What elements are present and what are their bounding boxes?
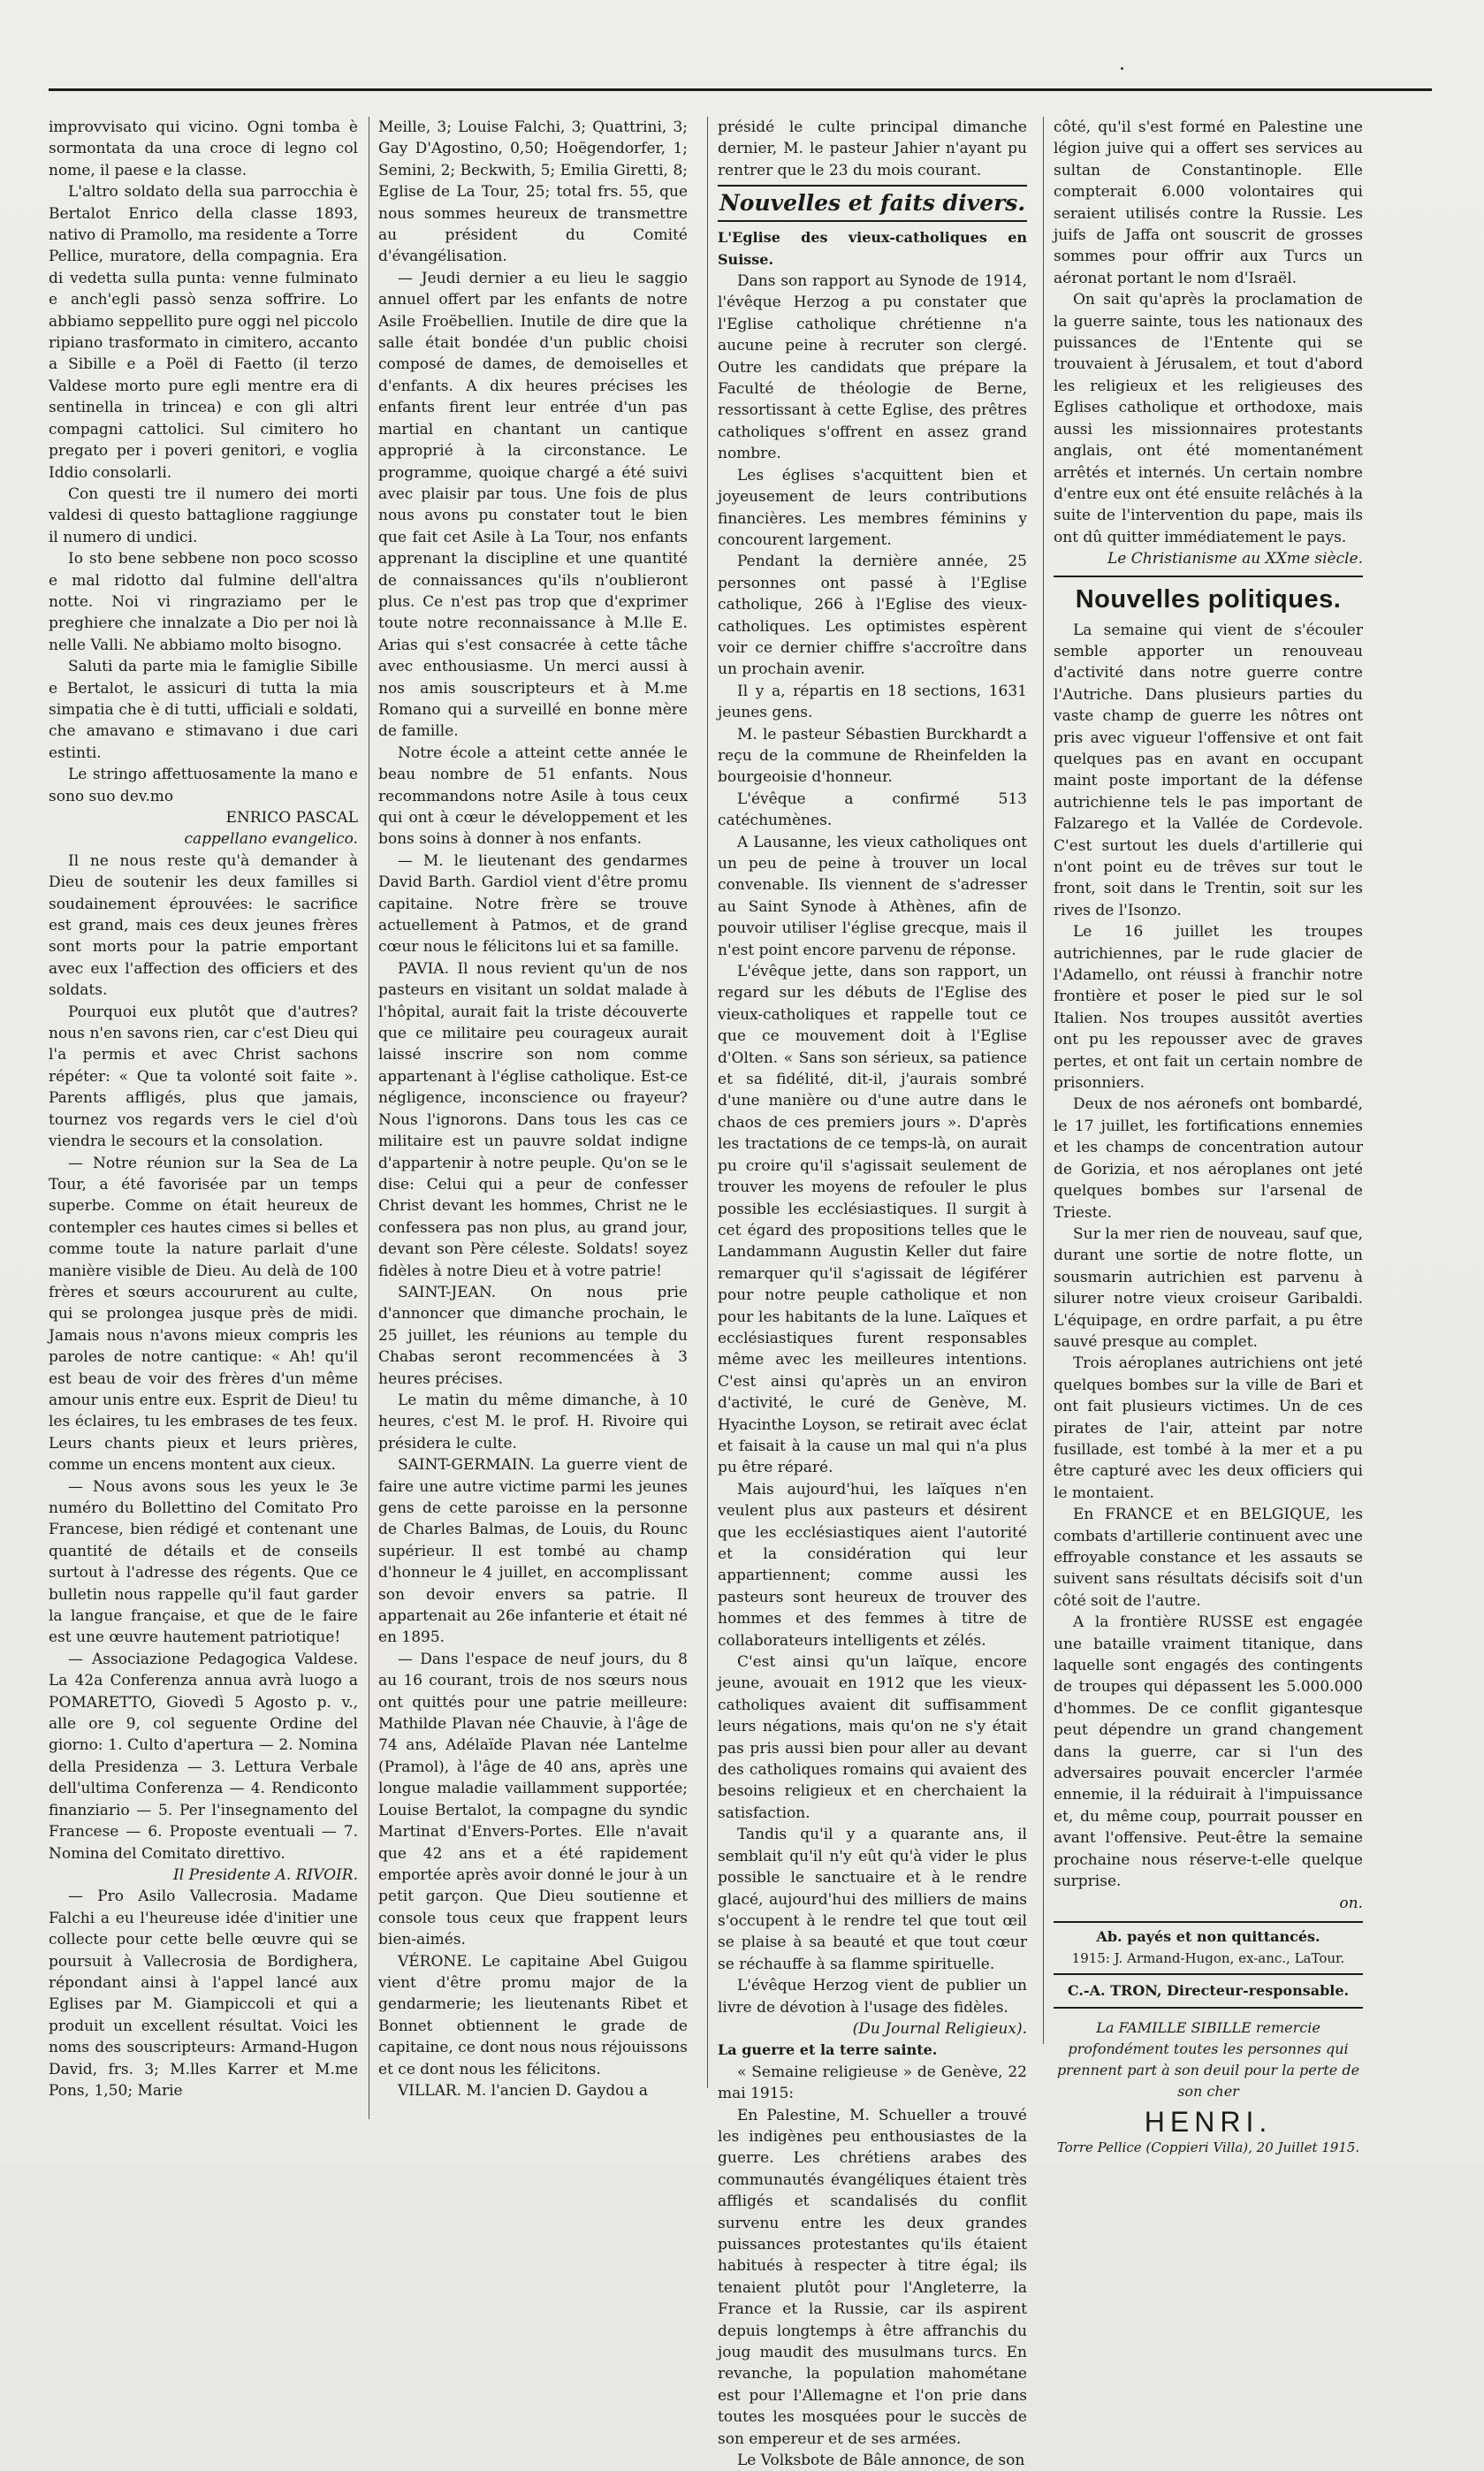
paragraph: Il ne nous reste qu'à demander à Dieu de soutenir les deux familles si soudainement éprouvées: le sacrifice est grand, mais ces deux jeunes frères sont morts pour la patrie emportant avec eux l'affection des officiers et des soldats. <box>49 851 358 1000</box>
section-heading-politiques: Nouvelles politiques. <box>1054 576 1363 616</box>
paragraph: Les églises s'acquittent bien et joyeusement de leurs contributions financières. Les membres féminins y concourent largement. <box>718 466 1027 549</box>
paragraph: SAINT-GERMAIN. La guerre vient de faire une autre victime parmi les jeunes gens de cette paroisse en la personne de Charles Balmas, de Louis, du Rounc supérieur. Il est tombé au champ d'honneur le 4 juillet, en accomplissant son devoir envers sa patrie. Il appartenait au 26e infanterie et était né en 1895. <box>378 1456 688 1647</box>
paragraph: « Semaine religieuse » de Genève, 22 mai 1915: <box>718 2063 1027 2103</box>
paragraph: Pourquoi eux plutôt que d'autres? nous n'en savons rien, car c'est Dieu qui l'a permis et avec Christ sachons répéter: « Que ta volonté soit faite ». Parents affligés, plus que jamais, tournez vos regards vers le ciel d'où viendra le secours et la consolation. <box>49 1003 358 1151</box>
paragraph: PAVIA. Il nous revient qu'un de nos pasteurs en visitant un soldat malade à l'hôpital, aurait fait la triste découverte que ce militaire peu courageux aurait laissé inscrire son nom comme appartenant à l'église catholique. Est-ce négligence, inconscience ou frayeur? Nous l'ignorons. Dans tous les cas ce militaire est un pauvre soldat indigne d'appartenir à notre peuple. Qu'on se le dise: Celui qui a peur de confesser Christ devant les hommes, Christ ne le confessera pas non plus, au grand jour, devant son Père céleste. Soldats! soyez fidèles à notre Dieu et à votre patrie! <box>378 959 688 1280</box>
paragraph: L'évêque a confirmé 513 catéchumènes. <box>718 789 1027 830</box>
paragraph: — Jeudi dernier a eu lieu le saggio annuel offert par les enfants de notre Asile Froëbellien. Inutile de dire que la salle était bondée d'un public choisi composé de dames, de demoiselles et d'enfants. A dix heures précises les enfants firent leur entrée d'un pas martial en chantant un cantique approprié à la circonstance. Le programme, quoique chargé a été suivi avec plaisir par tous. Une fois de plus nous avons pu constater tout le bien que fait cet Asile à La Tour, nos enfants apprenant la discipline et une quantité de connaissances qu'ils n'oublieront plus. Ce n'est pas trop que d'exprimer toute notre reconnaissance à M.lle E. Arias qui s'est consacrée à cette tâche avec enthousiasme. Un merci aussi à nos amis souscripteurs et à M.me Romano qui a surveillé en bonne mère de famille. <box>378 269 688 741</box>
subheading: L'Eglise des vieux-catholiques en Suisse. <box>718 229 1027 268</box>
paragraph: C'est ainsi qu'un laïque, encore jeune, avouait en 1912 que les vieux-catholiques avaient dit suffisamment leurs négations, mais qu'on ne s'y était pas pris aussi bien pour aller au devant des catholiques romains qui avaient des besoins religieux et en cherchaient la satisfaction. <box>718 1653 1027 1822</box>
section-heading-faits: Nouvelles et faits divers. <box>718 185 1027 222</box>
paragraph: VILLAR. M. l'ancien D. Gaydou a <box>398 2081 648 2100</box>
notice-name: HENRI. <box>1144 2106 1273 2139</box>
paragraph: A Lausanne, les vieux catholiques ont un peu de peine à trouver un local convenable. Ils viennent de s'adresser au Saint Synode à Athènes, afin de pouvoir utiliser l'église grecque, mais il n'est point encore parvenu de réponse. <box>718 833 1027 959</box>
paragraph: Le stringo affettuosamente la mano e sono suo dev.mo <box>49 766 358 805</box>
paragraph: Trois aéroplanes autrichiens ont jeté quelques bombes sur la ville de Bari et ont fait plusieurs victimes. Un de ces pirates de l'air, atteint par notre fusillade, est tombé à la mer et a pu être capturé avec les deux officiers qui le montaient. <box>1054 1354 1363 1502</box>
paragraph: Io sto bene sebbene non poco scosso e mal ridotto dal fulmine dell'altra notte. Noi vi ringraziamo per le preghiere che innalzate a Dio per noi là nelle Valli. Ne abbiamo molto bisogno. <box>49 550 358 654</box>
paragraph: Le matin du même dimanche, à 10 heures, c'est M. le prof. H. Rivoire qui présidera le culte. <box>378 1391 688 1453</box>
notice-text: La FAMILLE SIBILLE remercie profondément toutes les personnes qui prennent part à son deuil pour la perte de son cher <box>1056 2019 1360 2101</box>
paragraph: — Associazione Pedagogica Valdese. La 42a Conferenza annua avrà luogo a POMARETTO, Giovedì 5 Agosto p. v., alle ore 9, col seguente Ordine del giorno: 1. Culto d'apertura — 2. Nomina della Presidenza — 3. Lettura Verbale dell'ultima Conferenza — 4. Rendiconto finanziario — 5. Per l'insegnamento del Francese — 6. Proposte eventuali — 7. Nomina del Comitato direttivo. <box>49 1650 358 1863</box>
paragraph: En FRANCE et en BELGIQUE, les combats d'artillerie continuent avec une effroyable constance et les assauts se suivent sans résultats décisifs soit d'un côté soit de l'autre. <box>1054 1506 1363 1610</box>
paragraph: Notre école a atteint cette année le beau nombre de 51 enfants. Nous recommandons notre Asile à tous ceux qui ont à cœur le développement et les bons soins à donner à nos enfants. <box>378 744 688 849</box>
paragraph: Meille, 3; Louise Falchi, 3; Quattrini, 3; Gay D'Agostino, 0,50; Hoëgendorfer, 1; Semini, 2; Beckwith, 5; Emilia Giretti, 8; Eglise de La Tour, 25; total frs. 55, que nous sommes heureux de transmettre au président du Comité d'évangélisation. <box>378 118 688 266</box>
subscriptions-box <box>1054 1921 1363 1975</box>
paragraph: L'altro soldato della sua parrocchia è Bertalot Enrico della classe 1893, nativo di Pramollo, ma residente a Torre Pellice, muratore, della compagnia. Era di vedetta sulla punta: venne fulminato e anch'egli passò senza soffrire. Lo abbiamo seppellito pure oggi nel piccolo ripiano trasformato in cimitero, accanto a Sibille e a Poël di Faetto (il terzo Valdese morto pure egli mentre era di sentinella in trincea) e con gli altri compagni cattolici. Sul cimitero ho pregato per i poveri genitori, e voglia Iddio consolarli. <box>49 183 359 482</box>
paragraph: Tandis qu'il y a quarante ans, il semblait qu'il n'y eût qu'à vider le plus possible le sanctuaire et à le rendre glacé, aujourd'hui des milliers de mains s'occupent à le rendre tel que tout œil se plaise à sa beauté et que tout cœur se réchauffe à sa flamme spirituelle. <box>718 1826 1027 1973</box>
column-divider <box>707 117 708 2088</box>
paragraph: Le 16 juillet les troupes autrichiennes, par le rude glacier de l'Adamello, ont réussi à franchir notre frontière et poser le pied sur le sol Italien. Nos troupes aussitôt averties ont pu les repousser avec de graves pertes, et ont fait un certain nombre de prisonniers. <box>1054 923 1363 1093</box>
column-3 <box>718 117 1027 2470</box>
paragraph: côté, qu'il s'est formé en Palestine une légion juive qui a offert ses services au sultan de Constantinople. Elle compterait 6.000 volontaires qui seraient utilisés contre la Russie. Les juifs de Jaffa ont souscrit de grosses sommes pour offrir aux Turcs un aéronat portant le nom d'Israël. <box>1054 118 1363 287</box>
paragraph: Sur la mer rien de nouveau, sauf que, durant une sortie de notre flotte, un sousmarin autrichien est parvenu à silurer notre vieux croiseur Garibaldi. L'équipage, en ordre parfait, a pu être sauvé presque au complet. <box>1054 1224 1363 1351</box>
notice-place-date: Torre Pellice (Coppieri Villa), 20 Juillet 1915. <box>1056 2139 1360 2155</box>
director-line: C.-A. TRON, Directeur-responsable. <box>1054 1975 1363 2009</box>
paragraph: — Dans l'espace de neuf jours, du 8 au 16 courant, trois de nos sœurs nous ont quittés pour une patrie meilleure: Mathilde Plavan née Chauvie, à l'âge de 74 ans, Adélaïde Plavan née Lantelme (Pramol), à l'âge de 40 ans, après une longue maladie vaillamment supportée; Louise Bertalot, la compagne du syndic Martinat d'Envers-Portes. Elle n'avait que 42 ans et a été rapidement emportée après avoir donné le jour à un petit garçon. Que Dieu soutienne et console tous ceux que frappent leurs bien-aimés. <box>378 1650 688 1949</box>
column-1 <box>49 117 358 2119</box>
paragraph: — Nous avons sous les yeux le 3e numéro du Bollettino del Comitato Pro Francese, bien rédigé et contenant une quantité de détails et de conseils surtout à l'adresse des régents. Que ce bulletin nous rappelle qu'il faut garder la langue française, et que de le faire est une œuvre hautement patriotique! <box>49 1477 358 1647</box>
paragraph: Con questi tre il numero dei morti valdesi di questo battaglione raggiunge il numero di undici. <box>49 484 358 546</box>
paragraph: A la frontière RUSSE est engagée une bataille vraiment titanique, dans laquelle sont engagés des contingents de troupes qui dépassent les 5.000.000 d'hommes. De ce conflit gigantesque peut dépendre un grand changement dans la guerre, car si l'un des adversaires pouvait encercler l'armée ennemie, il la réduirait à l'impuissance et, du même coup, pourrait pousser en avant l'offensive. Peut-être la semaine prochaine nous réserve-t-elle quelque surprise. <box>1054 1613 1363 1891</box>
signature-name: ENRICO PASCAL <box>225 809 358 827</box>
paragraph: Il y a, répartis en 18 sections, 1631 jeunes gens. <box>718 682 1027 722</box>
paragraph: improvvisato qui vicino. Ogni tomba è sormontata da una croce di legno col nome, il paese e la classe. <box>49 118 358 179</box>
column-2 <box>378 117 688 2100</box>
source-credit: Le Christianisme au XXme siècle. <box>1107 550 1363 568</box>
paragraph: Le Volksbote de Bâle annonce, de son <box>737 2452 1025 2470</box>
paragraph: VÉRONE. Le capitaine Abel Guigou vient d'être promu major de la gendarmerie; les lieutenants Ribet et Bonnet obtiennent le grade de capitaine, ce dont nous nous réjouissons et ce dont nous les félicitons. <box>378 1952 688 2078</box>
source-credit: (Du Journal Religieux). <box>852 2019 1027 2038</box>
paragraph: Dans son rapport au Synode de 1914, l'évêque Herzog a pu constater que l'Eglise catholique chrétienne n'a aucune peine à recruter son clergé. Outre les candidats que prépare la Faculté de théologie de Berne, ressortissant à cette Eglise, des prêtres catholiques s'offrent en assez grand nombre. <box>718 272 1027 463</box>
ink-dot <box>1121 67 1123 70</box>
paragraph: Saluti da parte mia le famiglie Sibille e Bertalot, le assicuri di tutta la mia simpatia che è di tutti, ufficiali e soldati, che amavano e stimavano i due cari estinti. <box>49 658 358 762</box>
paragraph: M. le pasteur Sébastien Burckhardt a reçu de la commune de Rheinfelden la bourgeoisie d'honneur. <box>718 725 1027 787</box>
column-4 <box>1054 117 1363 2155</box>
paragraph: L'évêque jette, dans son rapport, un regard sur les débuts de l'Eglise des vieux-catholiques et rappelle tout ce que ce mouvement doit à l'Eglise d'Olten. « Sans son sérieux, sa patience et sa fidélité, dit-il, j'aurais sombré d'une manière ou d'une autre dans le chaos de ces premiers jours ». D'après les tractations de ce temps-là, on aurait pu croire qu'il s'agissait seulement de trouver les moyens de refouler le plus possible les ecclésiastiques. Il surgit à cet égard des propositions telles que le Landammann Augustin Keller dut faire remarquer qu'il s'agissait de légiférer pour notre peuple catholique et non pour les habitants de la lune. Laïques et ecclésiastiques furent responsables même avec les meilleures intentions. C'est ainsi qu'après un an environ d'activité, le curé de Genève, M. Hyacinthe Loyson, se retirait avec éclat et faisait à la cause un mal qui n'a plus pu être réparé. <box>718 963 1027 1477</box>
signature: on. <box>1339 1894 1363 1912</box>
paragraph: Mais aujourd'hui, les laïques n'en veulent plus aux pasteurs et désirent que les ecclésiastiques aient l'autorité et la considération qui leur appartiennent; comme aussi les pasteurs sont heureux de trouver des hommes et des femmes à titre de collaborateurs intelligents et zélés. <box>718 1480 1027 1650</box>
paragraph: On sait qu'après la proclamation de la guerre sainte, tous les nationaux des puissances de l'Entente qui se trouvaient à Jérusalem, et tout d'abord les religieux et les religieuses des Eglises catholique et orthodoxe, mais aussi les missionnaires protestants anglais, ont été momentanément arrêtés et internés. Un certain nombre d'entre eux ont été ensuite relâchés à la suite de l'intervention du pape, mais ils ont dû quitter immédiatement le pays. <box>1054 291 1363 546</box>
paragraph: — Notre réunion sur la Sea de La Tour, a été favorisée par un temps superbe. Comme on était heureux de contempler ces hautes cimes si belles et comme toute la nature parlait d'une manière visible de Dieu. Au delà de 100 frères et sœurs accoururent au culte, qui se prolongea jusque près de midi. Jamais nous n'avons mieux compris les paroles de notre cantique: « Ah! qu'il est beau de voir des frères d'un même amour unis entre eux. Esprit de Dieu! tu les éclaires, tu les embrases de tes feux. Leurs chants pieux et leurs prières, comme un encens montent aux cieux. <box>49 1154 358 1475</box>
paragraph: L'évêque Herzog vient de publier un livre de dévotion à l'usage des fidèles. <box>718 1977 1027 2017</box>
subscriptions-title: Ab. payés et non quittancés. <box>1096 1927 1320 1945</box>
paragraph: — M. le lieutenant des gendarmes David Barth. Gardiol vient d'être promu capitaine. Notre frère se trouve actuellement à Patmos, et de grand cœur nous le félicitons lui et sa famille. <box>378 851 688 957</box>
column-divider <box>1043 117 1044 2044</box>
subheading: La guerre et la terre sainte. <box>718 2041 938 2059</box>
paragraph: SAINT-JEAN. On nous prie d'annoncer que dimanche prochain, le 25 juillet, les réunions au temple du Chabas seront recommencées à 3 heures précises. <box>378 1283 688 1388</box>
signature: Il Presidente A. RIVOIR. <box>173 1865 358 1884</box>
paragraph: — Pro Asilo Vallecrosia. Madame Falchi a eu l'heureuse idée d'initier une collecte pour cette belle œuvre qui se poursuit à Vallecrosia de Bordighera, répondant ainsi à l'appel lancé aux Eglises par M. Giampiccoli et qui a produit un excellent résultat. Voici les noms des souscripteurs: Armand-Hugon David, frs. 3; M.lles Karrer et M.me Pons, 1,50; Marie <box>49 1888 358 2100</box>
family-notice <box>1054 2017 1363 2158</box>
paragraph: présidé le culte principal dimanche dernier, M. le pasteur Jahier n'ayant pu rentrer que le 23 du mois courant. <box>718 118 1027 179</box>
paragraph: La semaine qui vient de s'écouler semble apporter un renouveau d'activité dans notre guerre contre l'Autriche. Dans plusieurs parties du vaste champ de guerre les nôtres ont pris avec vigueur l'offensive et ont fait quelques pas en avant en occupant maint poste important de la défense autrichienne tels le pas important de Falzarego et la Vallée de Cordevole. C'est surtout les duels d'artillerie qui n'ont point eu de trêves sur tout le front, soit dans le Trentin, soit sur les rives de l'Isonzo. <box>1054 621 1363 919</box>
subscriptions-line: 1915: J. Armand-Hugon, ex-anc., LaTour. <box>1071 1950 1345 1967</box>
paragraph: Pendant la dernière année, 25 personnes ont passé à l'Eglise catholique, 266 à l'Eglise des vieux-catholiques. Les optimistes espèrent voir ce dernier chiffre s'accroître dans un prochain avenir. <box>718 553 1027 679</box>
paragraph: Deux de nos aéronefs ont bombardé, le 17 juillet, les fortifications ennemies et les champs de concentration autour de Gorizia, et nos aéroplanes ont jeté quelques bombes sur l'arsenal de Trieste. <box>1054 1095 1363 1222</box>
paragraph: En Palestine, M. Schueller a trouvé les indigènes peu enthousiastes de la guerre. Les chrétiens arabes des communautés évangéliques étaient très affligés et scandalisés du conflit survenu entre les deux grandes puissances protestantes qu'ils étaient habitués à respecter à titre égal; ils tenaient plutôt pour l'Angleterre, la France et la Russie, car ils aspirent depuis longtemps à être affranchis du joug maudit des musulmans turcs. En revanche, la population mahométane est pour l'Allemagne et l'on prie dans toutes les mosquées pour le succès de son empereur et de ses armées. <box>718 2106 1027 2448</box>
signature-title: cappellano evangelico. <box>184 830 358 849</box>
top-rule <box>49 88 1432 91</box>
